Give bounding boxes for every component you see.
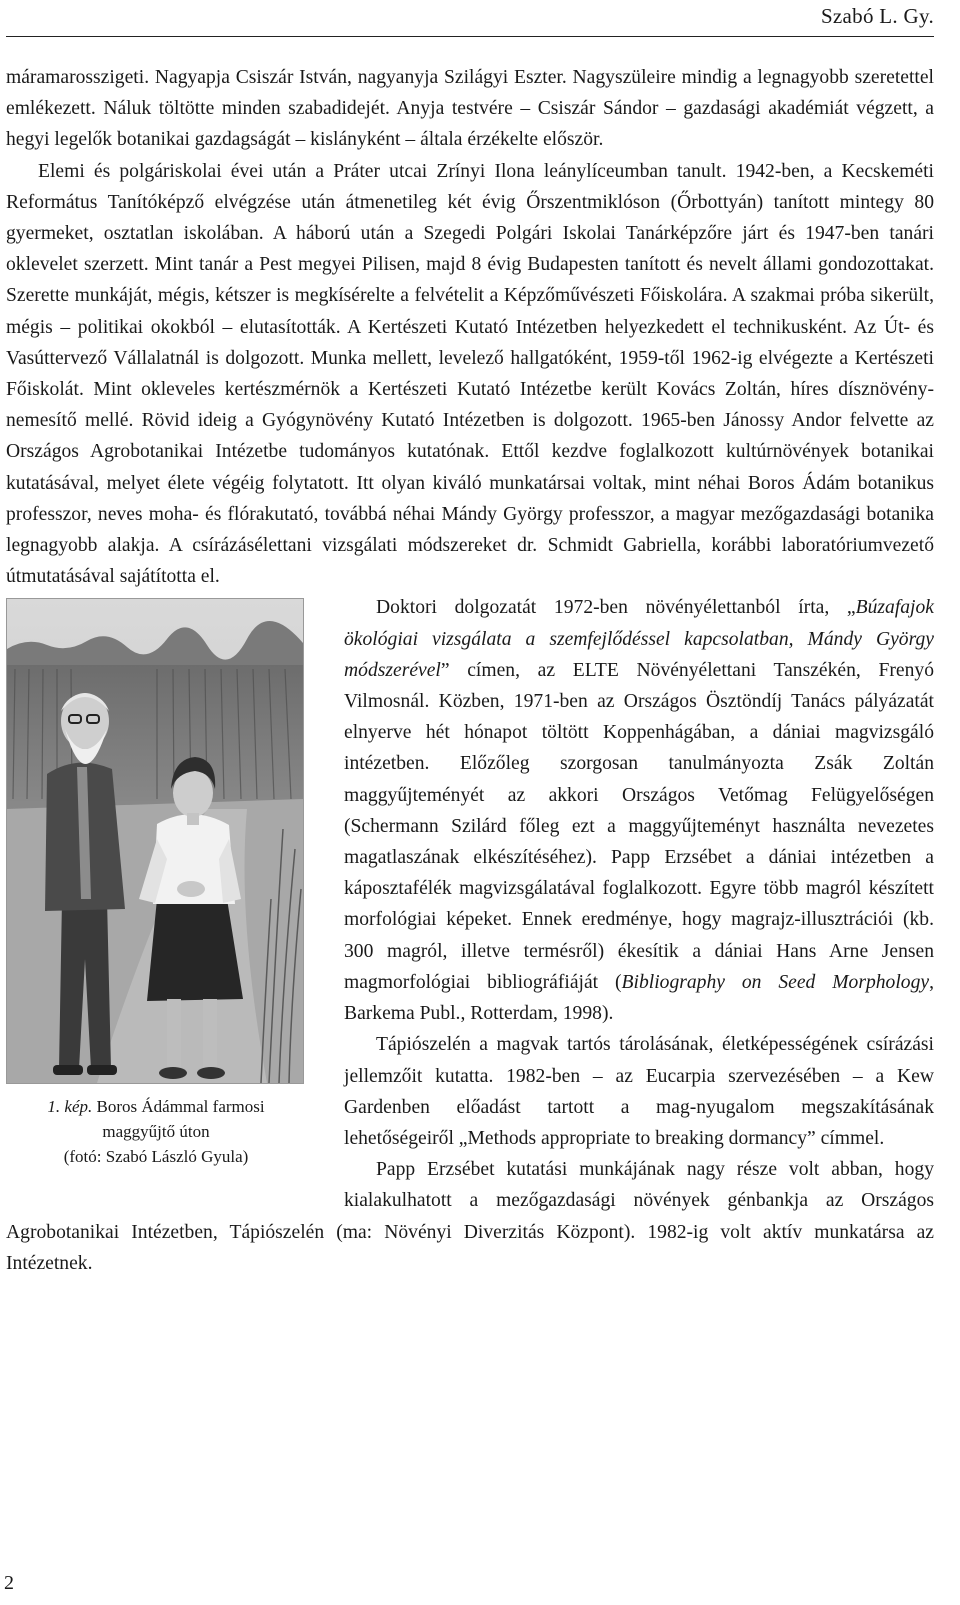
p3-text-a: Doktori dolgozatát 1972-ben növényélettanból írta, „ bbox=[376, 597, 856, 619]
dissertation-title: Búzafajok ökológiai vizsgálata a szemfejlődéssel kapcsolatban, Mándy György módszerével bbox=[344, 597, 934, 681]
paragraph-1: máramarosszigeti. Nagyapja Csiszár István, nagyanyja Szilágyi Eszter. Nagyszüleire mindig a legnagyobb szeretettel emlékezett. Náluk töltötte minden szabadidejét. Anyja testvére – Csiszár Sándor – gazdasági akadémiát végzett, a hegyi legelők botanikai gazdagságát – kislányként – általa érzékelte először. bbox=[6, 67, 934, 151]
caption-line-3: (fotó: Szabó László Gyula) bbox=[63, 1147, 249, 1167]
page-number: 2 bbox=[4, 1572, 14, 1594]
paragraph-4: Tápiószelén a magvak tartós tárolásának, életképességének csírázási jellemzőit kutatta. 1982-ben – az Eucarpia szervezésében – a Kew Gardenben előadást tartott a mag-nyugalom megszakításának lehetőségeiről „Methods appropriate to breaking dormancy” címmel. bbox=[344, 1034, 934, 1149]
caption-line-1: Boros Ádámmal farmosi bbox=[96, 1097, 265, 1117]
photo-boros-adam-and-papp-erzsebet bbox=[6, 598, 304, 1084]
figure-caption bbox=[6, 1094, 306, 1169]
article-body bbox=[6, 62, 934, 1279]
figure-label: 1. kép. bbox=[47, 1097, 93, 1117]
p3-text-b: ” címen, az ELTE Növényélettani Tanszékén, Frenyó Vilmosnál. Közben, 1971-ben az Országos Ösztöndíj Tanács pályázatát elnyerve hét hónapot töltött Koppenhágában, a dániai magvizsgáló intézetben. Előzőleg szorgosan tanulmányozta Zsák Zoltán maggyűjteményét az akkori Országos Vetőmag Felügyelőségen (Schermann Szilárd főleg ezt a maggyűjteményt használta nevezetes magatlaszának elkészítéséhez). Papp Erzsébet a dániai intézetben a káposztafélék magvizsgálatával foglalkozott. Egyre több magról készített morfológiai képeket. Ennek eredménye, hogy magrajz-illusztrációi (kb. 300 magról, illetve termésről) ékesítik a dániai Hans Arne Jensen magmorfológiai bibliográfiáját ( bbox=[344, 659, 934, 993]
running-header bbox=[6, 0, 934, 37]
paragraph-2: Elemi és polgáriskolai évei után a Práter utcai Zrínyi Ilona leánylíceumban tanult. 1942-ben, a Kecskeméti Református Tanítóképző elvégzése után átmenetileg két évig Őrszentmiklóson (Őrbottyán) tanított mintegy 80 gyermeket, osztatlan iskolában. A háború után a Szegedi Polgári Iskolai Tanárképzőre járt és 1947-ben tanári oklevelet szerzett. Mint tanár a Pest megyei Pilisen, majd 8 évig Budapesten tanított és nevelt állami gondozottakat. Szerette munkáját, mégis, kétszer is megkísérelte a felvételit a Képzőművészeti Főiskolára. A szakmai próba sikerült, mégis – politikai okokból – elutasították. A Kertészeti Kutató Intézetben helyezkedett el technikusként. Az Út- és Vasúttervező Vállalatnál is dolgozott. Munka mellett, levelező hallgatóként, 1959-től 1962-ig elvégezte a Kertészeti Főiskolát. Mint okleveles kertészmérnök a Kertészeti Kutató Intézetbe került Kovács Zoltán, híres dísznövény-nemesítő mellé. Rövid ideig a Gyógynövény Kutató Intézetben is dolgozott. 1965-ben Jánossy Andor felvette az Országos Agrobotanikai Intézetbe tudományos kutatónak. Ettől kezdve foglalkozott kultúrnövények botanikai kutatásával, melyet élete végéig folytatott. Itt olyan kiváló munkatársai voltak, mint néhai Boros Ádám botanikus professzor, neves moha- és flórakutató, továbbá néhai Mándy György professzor, a magyar mezőgazdasági botanika legnagyobb alakja. A csírázásélettani vizsgálati módszereket dr. Schmidt Gabriella, korábbi laboratóriumvezető útmutatásával sajátította el. bbox=[6, 160, 934, 588]
book-title: Bibliography on Seed Morphology bbox=[621, 971, 930, 993]
header-author: Szabó L. Gy. bbox=[820, 4, 934, 28]
caption-line-2: maggyűjtő úton bbox=[102, 1122, 210, 1142]
paragraph-5: Papp Erzsébet kutatási munkájának nagy része volt abban, hogy kialakulhatott a mezőgazdasági növények génbankja az Országos Agrobotanikai Intézetben, Tápiószelén (ma: Növényi Diverzitás Központ). 1982-ig volt aktív munkatársa az Intézetnek. bbox=[6, 1159, 934, 1274]
p3-text-c: , Barkema Publ., Rotterdam, 1998). bbox=[344, 971, 934, 1025]
figure-1 bbox=[6, 598, 324, 1198]
